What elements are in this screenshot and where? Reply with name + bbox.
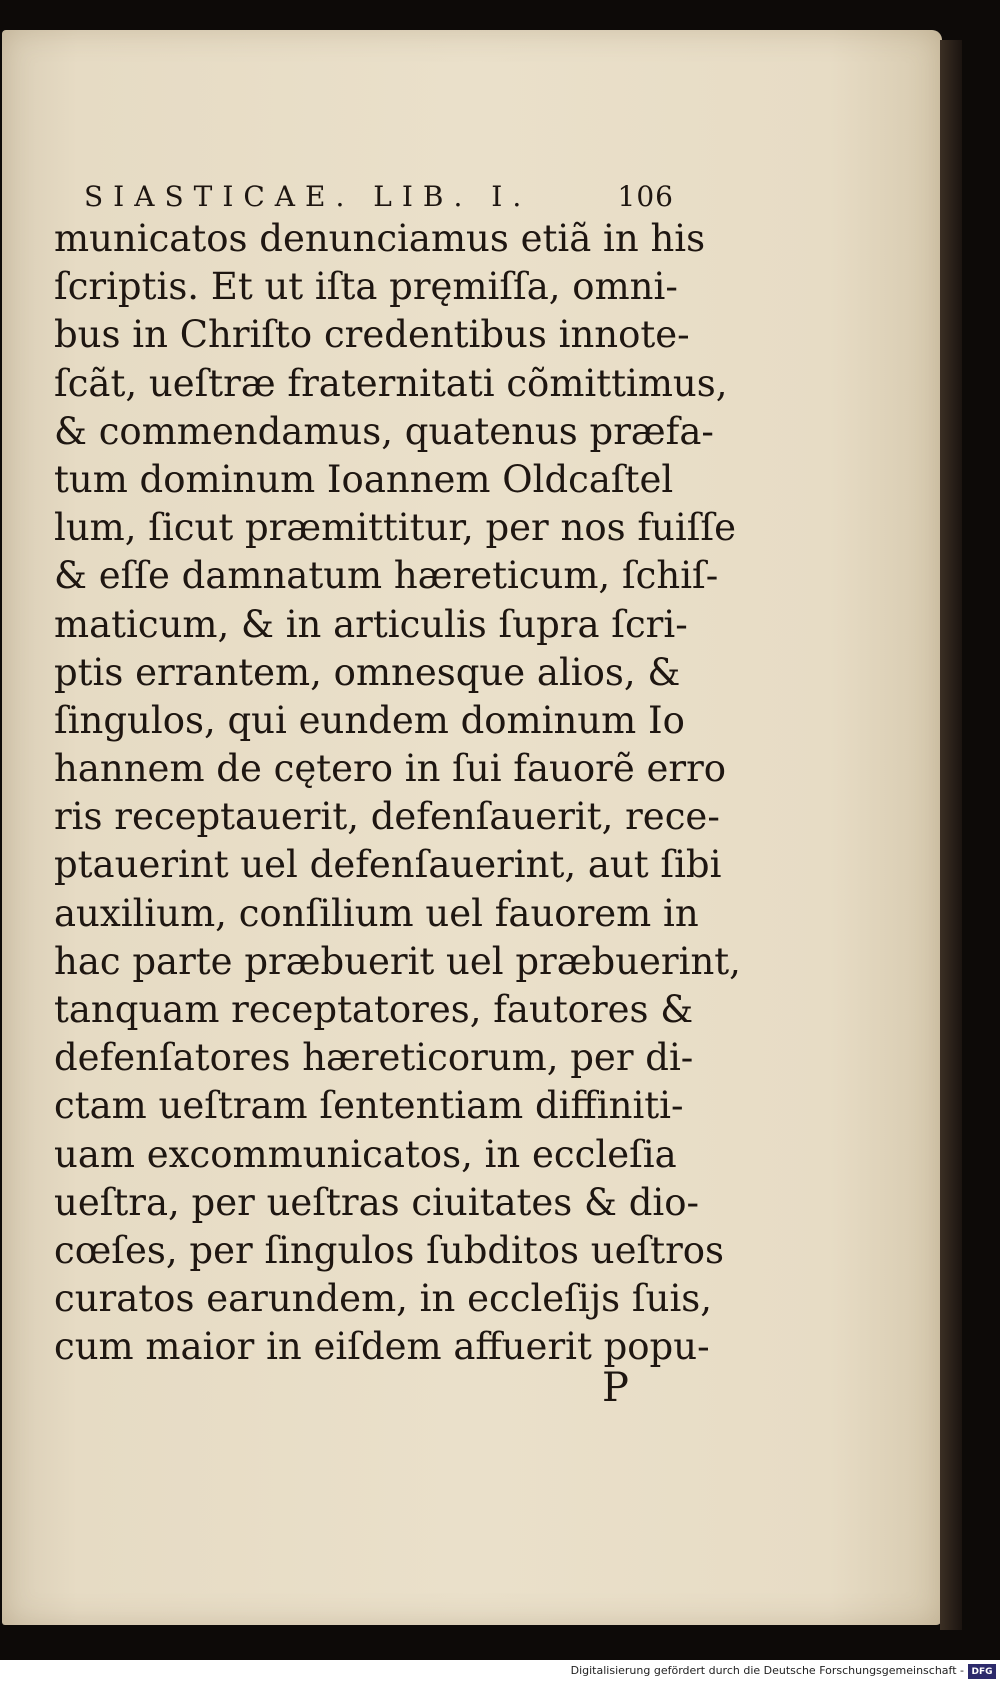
text-line: & commendamus, quatenus præfa- xyxy=(54,409,714,453)
signature-mark: P xyxy=(602,1365,629,1411)
text-line: curatos earundem, in eccleſijs ſuis, xyxy=(54,1277,713,1321)
text-line: cum maior in eiſdem affuerit popu- xyxy=(54,1325,710,1369)
text-line: tanquam receptatores, fautores & xyxy=(54,988,694,1031)
text-line: ptauerint uel defenſauerint, aut ſibi xyxy=(54,843,722,887)
text-line: ueſtra, per ueſtras ciuitates & dio- xyxy=(54,1180,700,1224)
text-line: hac parte præbuerit uel præbuerint, xyxy=(54,939,741,983)
footer-bar xyxy=(0,1660,1000,1685)
footer-credit: Digitalisierung gefördert durch die Deutsche Forschungsgemeinschaft - xyxy=(570,1664,964,1677)
text-line: maticum, & in articulis ſupra ſcri- xyxy=(54,602,688,646)
text-line: ptis errantem, omnesque alios, & xyxy=(54,650,681,694)
text-line: auxilium, conſilium uel fauorem in xyxy=(54,891,699,935)
text-line: ris receptauerit, defenſauerit, rece- xyxy=(54,795,720,839)
text-line: ctam ueſtram ſententiam diffiniti- xyxy=(54,1084,684,1128)
text-line: ſcãt, ueſtræ fraternitati cõmittimus, xyxy=(54,361,728,405)
dfg-logo-icon: DFG xyxy=(968,1664,996,1679)
text-line: ſcriptis. Et ut iſta pręmiſſa, omni- xyxy=(54,265,678,309)
text-line: defenſatores hæreticorum, per di- xyxy=(54,1036,694,1080)
text-line: lum, ſicut præmittitur, per nos fuiſſe xyxy=(54,506,736,550)
book-page xyxy=(2,30,942,1625)
text-line: municatos denunciamus etiã in his xyxy=(54,217,706,260)
text-line: hannem de cętero in ſui fauorẽ erro xyxy=(54,747,727,791)
running-head xyxy=(84,180,674,213)
text-line: uam excommunicatos, in eccleſia xyxy=(54,1132,677,1176)
text-line: cœſes, per ſingulos ſubditos ueſtros xyxy=(54,1228,725,1272)
page-edge xyxy=(940,40,962,1630)
text-line: ſingulos, qui eundem dominum Io xyxy=(54,698,685,742)
text-line: & eſſe damnatum hæreticum, ſchiſ- xyxy=(54,554,719,598)
running-head-title: SIASTICAE. LIB. I. xyxy=(84,180,532,213)
page-number: 106 xyxy=(617,180,674,213)
text-block xyxy=(54,180,741,1372)
text-line: tum dominum Ioannem Oldcaſtel xyxy=(54,457,674,501)
text-line: bus in Chriſto credentibus innote- xyxy=(54,313,690,357)
